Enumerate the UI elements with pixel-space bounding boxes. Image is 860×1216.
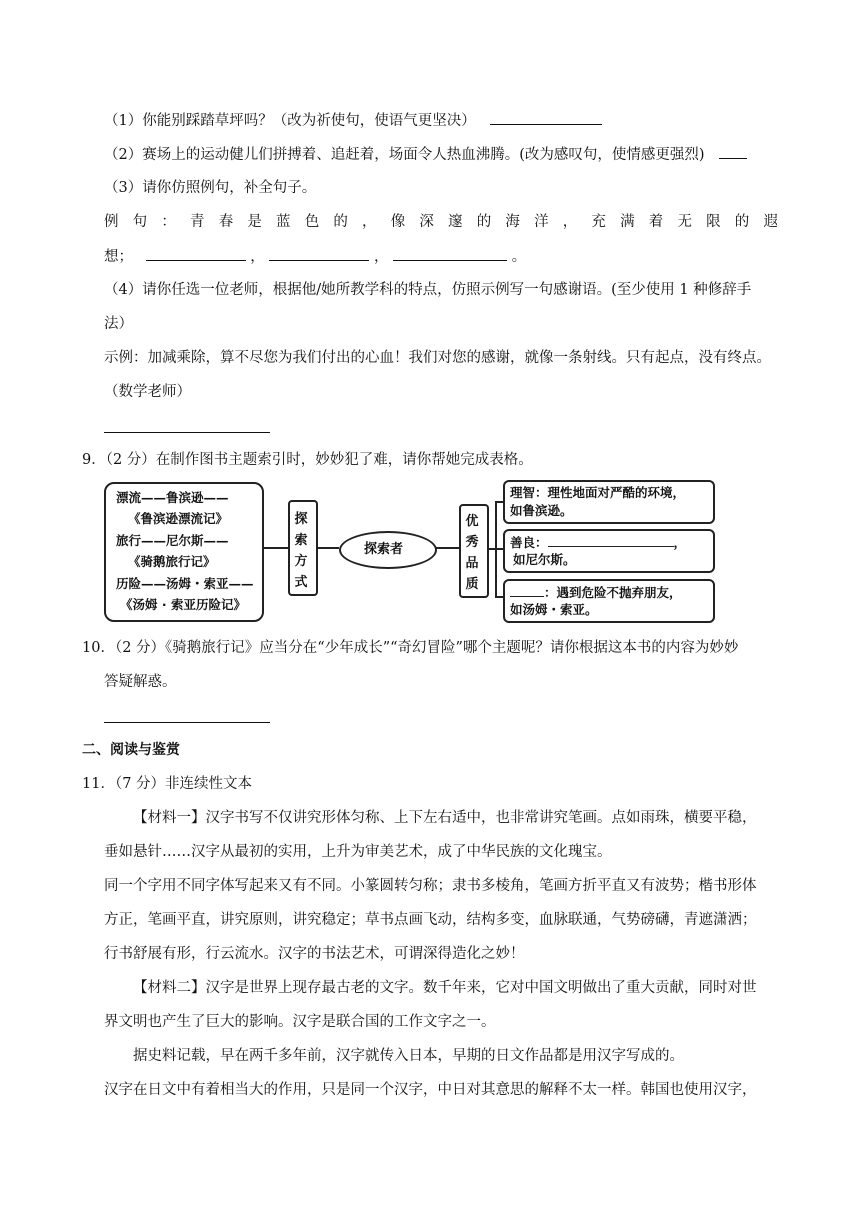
q8-item-2-text: （2）赛场上的运动健儿们拼搏着、追赶着，场面令人热血沸腾。(改为感叹句，使情感更强烈)	[104, 147, 705, 163]
m2-p2: 据史料记载，早在两千多年前，汉字就传入日本，早期的日文作品都是用汉字写成的。	[133, 1048, 684, 1064]
q10-line1: 10．（2 分）《骑鹅旅行记》应当分在“少年成长”“奇幻冒险”哪个主题呢？请你根据这本书的内容为妙妙	[82, 640, 739, 656]
reason-line-2: 如鲁滨逊。	[510, 503, 573, 518]
connector-branch-1	[495, 501, 503, 503]
q8-item-4-line2: 法）	[104, 316, 133, 332]
m2-p1-line2: 界文明也产生了巨大的影响。汉字是联合国的工作文字之一。	[104, 1014, 496, 1030]
way-char-4: 式	[294, 575, 308, 590]
way-char-1: 探	[294, 512, 308, 527]
q8-sample-line1: 示例：加减乘除，算不尽您为我们付出的心血！我们对您的感谢，就像一条射线。只有起点，没有终点。	[104, 350, 771, 366]
q8-item-1-blank[interactable]	[490, 110, 602, 125]
books-line-2: 《鲁滨逊漂流记》	[128, 511, 229, 526]
connector-branch-2	[495, 548, 503, 550]
way-char-3: 方	[294, 554, 308, 569]
q8-example-blanks: 想； ， ， 。	[104, 246, 526, 267]
q8-item-1-text: （1）你能别踩踏草坪吗？（改为祈使句，使语气更坚决）	[104, 113, 476, 129]
m1-p1-line2: 垂如悬针……汉字从最初的实用，上升为审美艺术，成了中华民族的文化瑰宝。	[104, 844, 612, 860]
q8-item-4-line1: （4）请你任选一位老师，根据他/她所教学科的特点，仿照示例写一句感谢语。(至少使用 1 种修辞手	[104, 282, 752, 298]
q8-sample-line2: （数学老师）	[104, 384, 191, 400]
q10-line2: 答疑解惑。	[104, 674, 177, 690]
q8-example-blank-3[interactable]	[393, 246, 507, 261]
q8-item-3: （3）请你仿照例句，补全句子。	[104, 180, 317, 196]
explorer-label: 探索者	[364, 542, 404, 557]
kindness-blank[interactable]	[548, 534, 674, 547]
connector-way-center	[317, 547, 339, 549]
q8-item-1	[104, 110, 602, 131]
loyalty-line-2: 如汤姆・索亚。	[510, 602, 598, 617]
connector-center-quality	[436, 547, 459, 549]
loyalty-line-1: ：遇到危险不抛弃朋友，	[510, 584, 682, 600]
quality-char-4: 质	[465, 577, 479, 592]
m2-p1-line1: 【材料二】汉字是世界上现存最古老的文字。数千年来，它对中国文明做出了重大贡献，同时对世	[133, 980, 757, 996]
q8-example-blank-1[interactable]	[146, 246, 246, 261]
q8-item-2-blank[interactable]	[719, 144, 747, 159]
kindness-line-2: 如尼尔斯。	[513, 552, 576, 567]
way-char-2: 索	[294, 533, 308, 548]
books-line-3: 旅行——尼尔斯——	[116, 533, 229, 548]
books-line-4: 《骑鹅旅行记》	[128, 554, 216, 569]
books-line-5: 历险——汤姆・索亚——	[116, 576, 254, 591]
m2-p3: 汉字在日文中有着相当大的作用，只是同一个汉字，中日对其意思的解释不太一样。韩国也使用汉字，	[104, 1082, 757, 1098]
q10-answer-line[interactable]	[104, 722, 270, 723]
m1-p2-line1: 同一个字用不同字体写起来又有不同。小篆圆转匀称；隶书多棱角，笔画方折平直又有波势；楷书形体	[104, 878, 757, 894]
m1-p1-line1: 【材料一】汉字书写不仅讲究形体匀称、上下左右适中，也非常讲究笔画。点如雨珠，横要平稳，	[133, 810, 757, 826]
connector-branch-3	[495, 596, 503, 598]
reason-line-1: 理智：理性地面对严酷的环境，	[510, 485, 686, 500]
kindness-line-1: 善良： ，	[510, 535, 687, 550]
quality-char-2: 秀	[465, 535, 479, 550]
section-2-title: 二、阅读与鉴赏	[82, 742, 180, 758]
q8-example-sentence: 例 句 ： 青 春 是 蓝 色 的 ， 像 深 邃 的 海 洋 ， 充 满 着 无 限 的 遐	[104, 214, 778, 230]
m1-p2-line3: 行书舒展有形，行云流水。汉字的书法艺术，可谓深得造化之妙！	[104, 946, 525, 962]
quality-char-1: 优	[465, 514, 479, 529]
books-line-1: 漂流——鲁滨逊——	[116, 490, 229, 505]
m1-p2-line2: 方正，笔画平直，讲究原则，讲究稳定；草书点画飞动，结构多变，血脉联通，气势磅礴，青遮潇洒；	[104, 912, 757, 928]
q11-title: 11．（7 分）非连续性文本	[82, 776, 253, 792]
q9-question: 9．（2 分）在制作图书主题索引时，妙妙犯了难，请你帮她完成表格。	[82, 452, 533, 468]
q8-example-blank-2[interactable]	[269, 246, 369, 261]
q8-item-2	[104, 144, 747, 165]
loyalty-blank[interactable]	[510, 584, 544, 597]
quality-char-3: 品	[465, 556, 479, 571]
books-line-6: 《汤姆 · 索亚历险记》	[120, 597, 246, 612]
q8-item-4-answer-line[interactable]	[104, 432, 270, 433]
connector-books-way	[262, 547, 288, 549]
